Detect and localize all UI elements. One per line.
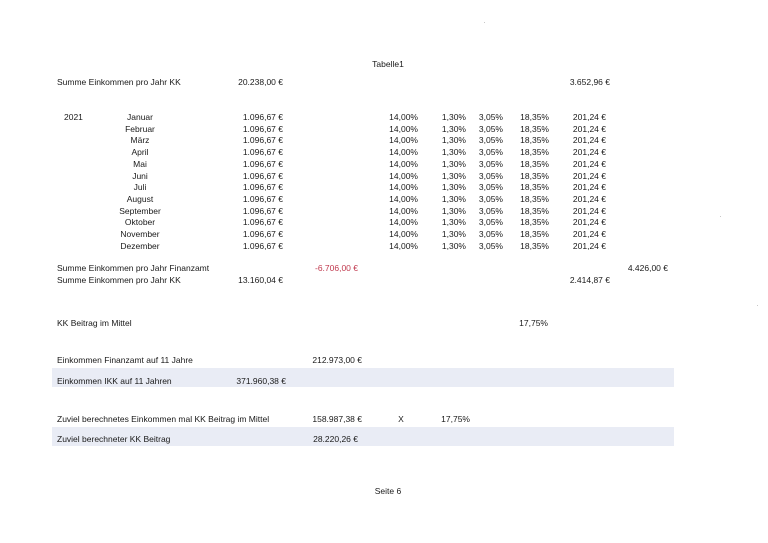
scan-speck bbox=[757, 305, 758, 306]
rate-total: 18,35% bbox=[520, 206, 549, 216]
month-name: Juli bbox=[133, 182, 147, 192]
month-name: September bbox=[119, 206, 161, 216]
month-amount: 1.096,67 € bbox=[242, 241, 283, 251]
month-beitrag: 201,24 € bbox=[572, 124, 606, 134]
rate-kv: 14,00% bbox=[389, 217, 418, 227]
rate-pv: 3,05% bbox=[478, 182, 503, 192]
rate-total: 18,35% bbox=[520, 241, 549, 251]
row-value: 371.960,38 € bbox=[236, 376, 286, 386]
month-name: Oktober bbox=[124, 217, 156, 227]
month-beitrag: 201,24 € bbox=[572, 135, 606, 145]
row-label: Zuviel berechneter KK Beitrag bbox=[57, 434, 171, 444]
rate-zusatz: 1,30% bbox=[441, 147, 466, 157]
sheet-title: Tabelle1 bbox=[372, 59, 404, 69]
rate-kv: 14,00% bbox=[389, 206, 418, 216]
rate-kv: 14,00% bbox=[389, 229, 418, 239]
rate-total: 18,35% bbox=[520, 171, 549, 181]
rate-total: 18,35% bbox=[520, 159, 549, 169]
rate-total: 18,35% bbox=[520, 217, 549, 227]
rate-pv: 3,05% bbox=[478, 171, 503, 181]
rate-pv: 3,05% bbox=[478, 112, 503, 122]
rate-total: 18,35% bbox=[520, 147, 549, 157]
month-name: Juni bbox=[132, 171, 148, 181]
rate-pv: 3,05% bbox=[478, 147, 503, 157]
rate-total: 18,35% bbox=[520, 229, 549, 239]
row-total: 3.652,96 € bbox=[569, 77, 610, 87]
rate-pv: 3,05% bbox=[478, 194, 503, 204]
month-beitrag: 201,24 € bbox=[572, 147, 606, 157]
rate-zusatz: 1,30% bbox=[441, 124, 466, 134]
month-amount: 1.096,67 € bbox=[242, 159, 283, 169]
row-value: 28.220,26 € bbox=[313, 434, 358, 444]
rate-kv: 14,00% bbox=[389, 112, 418, 122]
row-difference: -6.706,00 € bbox=[314, 263, 358, 273]
row-value: 212.973,00 € bbox=[312, 355, 362, 365]
rate-total: 18,35% bbox=[520, 135, 549, 145]
month-amount: 1.096,67 € bbox=[242, 182, 283, 192]
month-name: Februar bbox=[125, 124, 155, 134]
row-rate: 17,75% bbox=[441, 414, 470, 424]
month-amount: 1.096,67 € bbox=[242, 147, 283, 157]
month-amount: 1.096,67 € bbox=[242, 217, 283, 227]
month-beitrag: 201,24 € bbox=[572, 182, 606, 192]
month-beitrag: 201,24 € bbox=[572, 112, 606, 122]
rate-pv: 3,05% bbox=[478, 206, 503, 216]
month-amount: 1.096,67 € bbox=[242, 112, 283, 122]
row-total: 2.414,87 € bbox=[569, 275, 610, 285]
page-number: Seite 6 bbox=[374, 486, 402, 496]
scan-speck bbox=[720, 216, 721, 217]
rate-kv: 14,00% bbox=[389, 182, 418, 192]
month-beitrag: 201,24 € bbox=[572, 159, 606, 169]
month-name: März bbox=[130, 135, 150, 145]
month-name: Dezember bbox=[120, 241, 160, 251]
month-amount: 1.096,67 € bbox=[242, 206, 283, 216]
month-name: April bbox=[131, 147, 149, 157]
month-beitrag: 201,24 € bbox=[572, 194, 606, 204]
rate-zusatz: 1,30% bbox=[441, 159, 466, 169]
month-name: August bbox=[126, 194, 154, 204]
row-amount: 20.238,00 € bbox=[238, 77, 283, 87]
rate-pv: 3,05% bbox=[478, 241, 503, 251]
rate-zusatz: 1,30% bbox=[441, 217, 466, 227]
month-amount: 1.096,67 € bbox=[242, 229, 283, 239]
rate-zusatz: 1,30% bbox=[441, 171, 466, 181]
row-label: Einkommen IKK auf 11 Jahren bbox=[57, 376, 172, 386]
multiply-operator: X bbox=[398, 414, 404, 424]
row-label: Summe Einkommen pro Jahr Finanzamt bbox=[57, 263, 210, 273]
rate-kv: 14,00% bbox=[389, 159, 418, 169]
rate-total: 18,35% bbox=[520, 194, 549, 204]
rate-kv: 14,00% bbox=[389, 147, 418, 157]
rate-pv: 3,05% bbox=[478, 135, 503, 145]
rate-total: 18,35% bbox=[520, 124, 549, 134]
month-amount: 1.096,67 € bbox=[242, 124, 283, 134]
rate-total: 18,35% bbox=[520, 112, 549, 122]
month-amount: 1.096,67 € bbox=[242, 135, 283, 145]
row-label: Zuviel berechnetes Einkommen mal KK Beitrag im Mittel bbox=[57, 414, 270, 424]
month-name: Mai bbox=[133, 159, 147, 169]
row-label: Summe Einkommen pro Jahr KK bbox=[57, 77, 181, 87]
rate-zusatz: 1,30% bbox=[441, 182, 466, 192]
row-label: Summe Einkommen pro Jahr KK bbox=[57, 275, 181, 285]
row-label: Einkommen Finanzamt auf 11 Jahre bbox=[57, 355, 193, 365]
rate-kv: 14,00% bbox=[389, 241, 418, 251]
rate-pv: 3,05% bbox=[478, 124, 503, 134]
rate-zusatz: 1,30% bbox=[441, 135, 466, 145]
month-beitrag: 201,24 € bbox=[572, 171, 606, 181]
rate-pv: 3,05% bbox=[478, 217, 503, 227]
month-name: Januar bbox=[127, 112, 153, 122]
rate-total: 18,35% bbox=[520, 182, 549, 192]
rate-kv: 14,00% bbox=[389, 135, 418, 145]
rate-zusatz: 1,30% bbox=[441, 241, 466, 251]
rate-kv: 14,00% bbox=[389, 124, 418, 134]
month-amount: 1.096,67 € bbox=[242, 171, 283, 181]
month-beitrag: 201,24 € bbox=[572, 206, 606, 216]
rate-pv: 3,05% bbox=[478, 229, 503, 239]
rate-kv: 14,00% bbox=[389, 171, 418, 181]
year-label: 2021 bbox=[64, 112, 83, 122]
rate-zusatz: 1,30% bbox=[441, 206, 466, 216]
row-value: 17,75% bbox=[519, 318, 548, 328]
row-total: 4.426,00 € bbox=[627, 263, 668, 273]
rate-pv: 3,05% bbox=[478, 159, 503, 169]
rate-zusatz: 1,30% bbox=[441, 112, 466, 122]
scan-speck bbox=[484, 22, 485, 23]
rate-zusatz: 1,30% bbox=[441, 194, 466, 204]
row-value: 158.987,38 € bbox=[312, 414, 362, 424]
month-amount: 1.096,67 € bbox=[242, 194, 283, 204]
month-beitrag: 201,24 € bbox=[572, 217, 606, 227]
row-amount: 13.160,04 € bbox=[238, 275, 283, 285]
month-beitrag: 201,24 € bbox=[572, 229, 606, 239]
rate-kv: 14,00% bbox=[389, 194, 418, 204]
month-beitrag: 201,24 € bbox=[572, 241, 606, 251]
rate-zusatz: 1,30% bbox=[441, 229, 466, 239]
month-name: November bbox=[120, 229, 160, 239]
row-label: KK Beitrag im Mittel bbox=[57, 318, 132, 328]
